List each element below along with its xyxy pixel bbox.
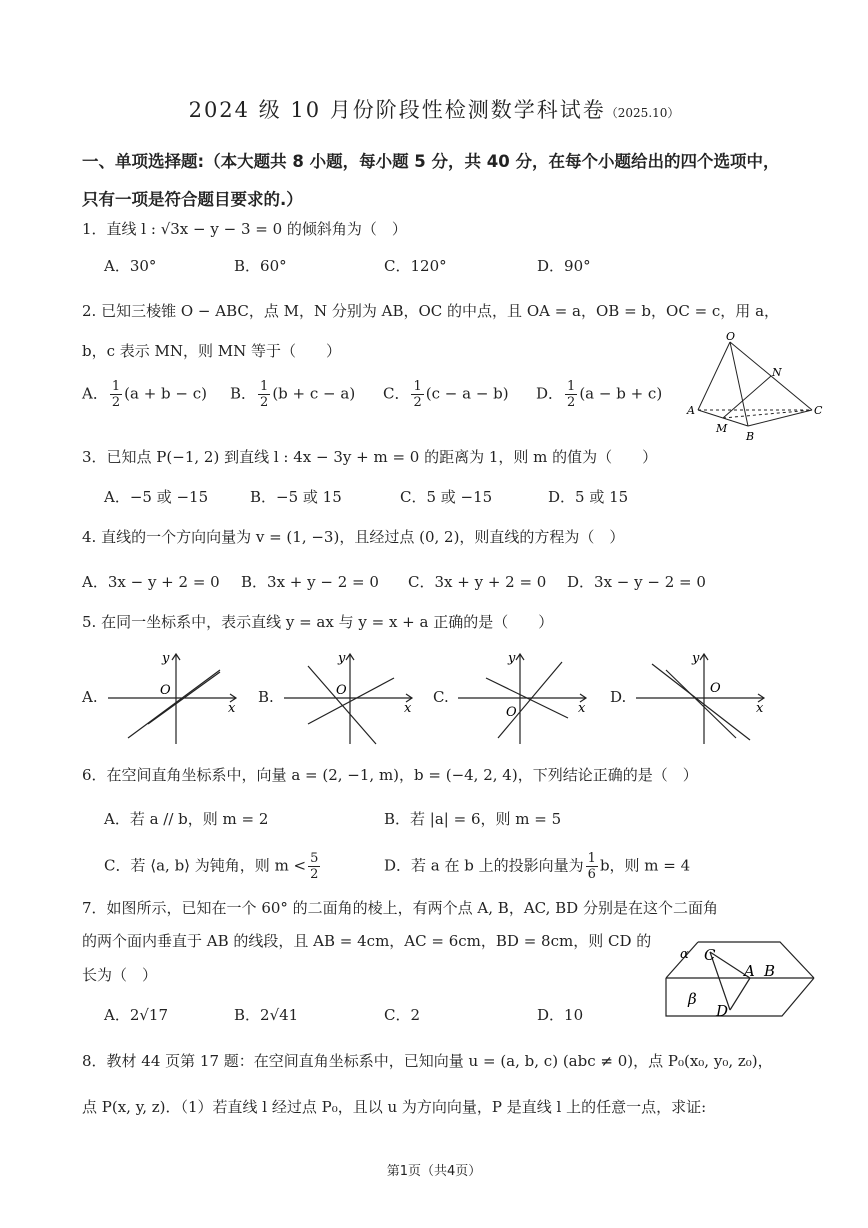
- svg-text:x: x: [756, 701, 764, 716]
- q2-fig-label-n: N: [772, 366, 782, 379]
- q8-stem-line2: 点 P(x, y, z)．（1）若直线 l 经过点 P₀，且以 u 为方向向量，P 是直线 l 上的任意一点，求证:: [82, 1098, 707, 1116]
- q4-option-d: D．3x − y − 2 = 0: [567, 573, 706, 591]
- svg-text:O: O: [336, 683, 347, 698]
- q7-option-a: A．2√17: [104, 1006, 169, 1024]
- svg-text:y: y: [508, 651, 516, 666]
- q3-option-b: B．−5 或 15: [250, 488, 342, 506]
- q1-option-a: A．30°: [104, 257, 157, 275]
- svg-text:y: y: [692, 651, 700, 666]
- page-title: [0, 94, 868, 124]
- svg-text:x: x: [228, 701, 236, 716]
- q2-fig-label-m: M: [716, 422, 728, 435]
- q5-option-b: B.: [258, 688, 274, 706]
- q2-fig-label-a: A: [687, 404, 695, 417]
- page-footer: 第1页（共4页）: [386, 1164, 482, 1179]
- q2-stem-line2: b，c 表示 MN，则 MN 等于（ ）: [82, 342, 342, 360]
- q7-dihedral-figure: [660, 938, 820, 1020]
- svg-text:C: C: [704, 946, 716, 964]
- svg-text:x: x: [404, 701, 412, 716]
- title-main: 2024 级 10 月份阶段性检测数学科试卷: [188, 98, 606, 122]
- q1-stem: 1．直线 l : √3x − y − 3 = 0 的倾斜角为（ ）: [82, 220, 407, 238]
- q2-fig-label-c: C: [814, 404, 823, 417]
- svg-text:O: O: [160, 683, 171, 698]
- q5-graph-b: [284, 648, 419, 746]
- q2-fig-label-o: O: [726, 330, 736, 343]
- svg-text:O: O: [506, 705, 517, 720]
- q5-option-d: D.: [610, 688, 627, 706]
- section-heading-line1: 一、单项选择题:（本大题共 8 小题，每小题 5 分，共 40 分，在每个小题给出的四个选项中，: [82, 152, 780, 171]
- svg-text:O: O: [710, 681, 721, 696]
- section-heading-line2: 只有一项是符合题目要求的.）: [82, 190, 303, 209]
- q7-option-c: C．2: [384, 1006, 421, 1024]
- q7-stem-line1: 7．如图所示，已知在一个 60° 的二面角的棱上，有两个点 A, B，AC, BD 分别是在这个二面角: [82, 899, 718, 917]
- svg-text:x: x: [578, 701, 586, 716]
- svg-text:B: B: [764, 962, 776, 980]
- q1-option-d: D．90°: [537, 257, 591, 275]
- q6-stem: 6．在空间直角坐标系中，向量 a = (2, −1, m)，b = (−4, 2, 4)，下列结论正确的是（ ）: [82, 766, 698, 784]
- q5-option-c: C.: [433, 688, 449, 706]
- q2-pyramid-figure: [680, 330, 830, 450]
- q3-option-d: D．5 或 15: [548, 488, 629, 506]
- q4-option-c: C．3x + y + 2 = 0: [408, 573, 547, 591]
- q7-stem-line3: 长为（ ）: [82, 966, 158, 984]
- q6-option-a: A．若 a // b，则 m = 2: [104, 810, 269, 828]
- svg-text:A: A: [744, 962, 755, 980]
- q8-stem-line1: 8．教材 44 页第 17 题：在空间直角坐标系中，已知向量 u = (a, b, c) (abc ≠ 0)，点 P₀(x₀, y₀, z₀)，: [82, 1052, 773, 1070]
- q4-stem: 4. 直线的一个方向向量为 v = (1, −3)，且经过点 (0, 2)，则直线的方程为（ ）: [82, 528, 625, 546]
- q2-option-b: B． $\frac{1}{2}$ (b + c − a): [230, 379, 356, 410]
- q2-option-c: C． $\frac{1}{2}$ (c − a − b): [383, 379, 509, 410]
- q7-option-d: D．10: [537, 1006, 584, 1024]
- q6-option-b: B．若 |a| = 6，则 m = 5: [384, 810, 562, 828]
- svg-text:y: y: [162, 651, 170, 666]
- svg-text:β: β: [688, 990, 697, 1008]
- q2-stem-line1: 2. 已知三棱锥 O − ABC，点 M，N 分别为 AB，OC 的中点，且 OA = a，OB = b，OC = c，用 a，: [82, 302, 780, 320]
- q1-option-b: B．60°: [234, 257, 287, 275]
- q7-stem-line2: 的两个面内垂直于 AB 的线段，且 AB = 4cm，AC = 6cm，BD = 8cm，则 CD 的: [82, 932, 652, 950]
- title-date: （2025.10）: [605, 106, 680, 120]
- q4-option-a: A．3x − y + 2 = 0: [82, 573, 220, 591]
- svg-text:y: y: [338, 651, 346, 666]
- q2-option-a: A． $\frac{1}{2}$ (a + b − c): [82, 379, 207, 410]
- q4-option-b: B．3x + y − 2 = 0: [241, 573, 379, 591]
- q2-option-d: D． $\frac{1}{2}$ (a − b + c): [536, 379, 663, 410]
- q3-option-c: C．5 或 −15: [400, 488, 493, 506]
- q5-option-a: A.: [82, 688, 98, 706]
- q3-option-a: A．−5 或 −15: [104, 488, 209, 506]
- svg-text:D: D: [716, 1002, 729, 1020]
- q5-graph-a: [108, 648, 243, 746]
- q5-stem: 5. 在同一坐标系中，表示直线 y = ax 与 y = x + a 正确的是（ ）: [82, 613, 554, 631]
- q5-graph-c: [458, 648, 593, 746]
- q3-stem: 3．已知点 P(−1, 2) 到直线 l : 4x − 3y + m = 0 的距离为 1，则 m 的值为（ ）: [82, 448, 658, 466]
- q5-graph-d: [636, 648, 771, 746]
- q6-option-d: D．若 a 在 b 上的投影向量为 $\frac{1}{6}$ b，则 m = 4: [384, 851, 691, 882]
- q2-fig-label-b: B: [746, 430, 755, 443]
- q7-option-b: B．2√41: [234, 1006, 299, 1024]
- svg-text:α: α: [680, 947, 689, 962]
- q1-option-c: C．120°: [384, 257, 447, 275]
- q6-option-c: C．若 ⟨a, b⟩ 为钝角，则 m < $\frac{5}{2}$: [104, 851, 319, 882]
